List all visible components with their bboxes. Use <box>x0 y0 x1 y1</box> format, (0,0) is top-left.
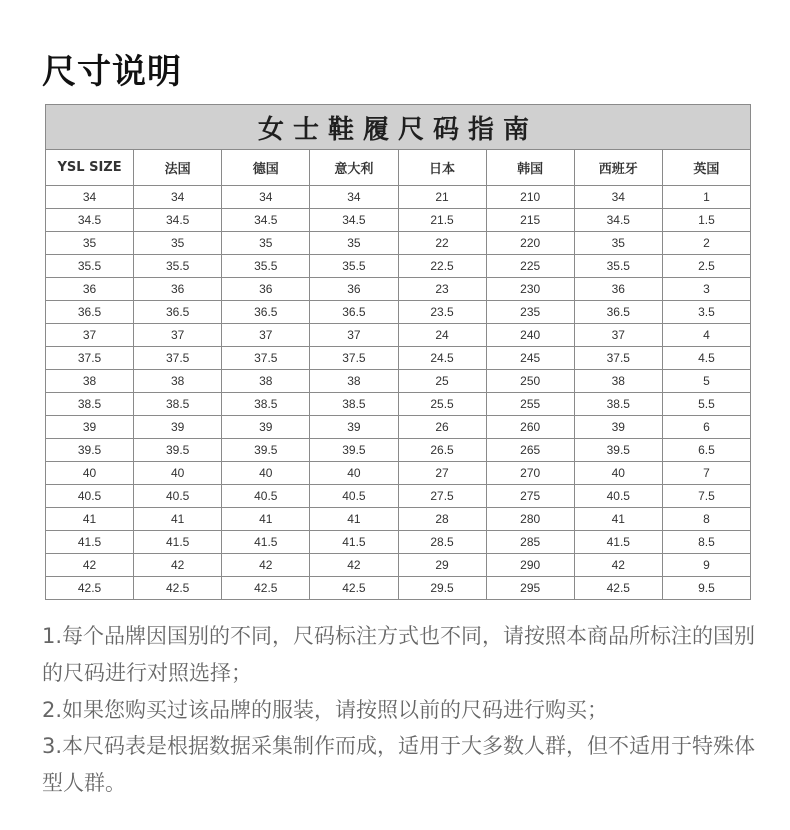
table-row <box>46 255 751 278</box>
table-cell: 37 <box>46 324 134 347</box>
column-header: 西班牙 <box>574 150 662 186</box>
table-cell: 24 <box>398 324 486 347</box>
table-cell: 38 <box>222 370 310 393</box>
table-cell: 36 <box>46 278 134 301</box>
table-cell: 34 <box>222 186 310 209</box>
table-cell: 39.5 <box>574 439 662 462</box>
table-cell: 4.5 <box>662 347 750 370</box>
table-cell: 28 <box>398 508 486 531</box>
table-cell: 3 <box>662 278 750 301</box>
table-cell: 38.5 <box>574 393 662 416</box>
table-cell: 39.5 <box>134 439 222 462</box>
table-cell: 38.5 <box>310 393 398 416</box>
table-cell: 34 <box>46 186 134 209</box>
table-cell: 40 <box>222 462 310 485</box>
table-row <box>46 301 751 324</box>
table-row <box>46 462 751 485</box>
table-cell: 8 <box>662 508 750 531</box>
table-row <box>46 324 751 347</box>
table-cell: 210 <box>486 186 574 209</box>
table-cell: 35 <box>222 232 310 255</box>
table-cell: 42 <box>46 554 134 577</box>
table-cell: 42.5 <box>574 577 662 600</box>
table-cell: 38.5 <box>134 393 222 416</box>
table-cell: 29 <box>398 554 486 577</box>
table-cell: 9 <box>662 554 750 577</box>
table-cell: 37 <box>574 324 662 347</box>
page-title: 尺寸说明 <box>42 52 182 92</box>
table-row <box>46 577 751 600</box>
table-cell: 275 <box>486 485 574 508</box>
table-cell: 37.5 <box>134 347 222 370</box>
table-cell: 255 <box>486 393 574 416</box>
note-item: 2.如果您购买过该品牌的服装，请按照以前的尺码进行购买； <box>42 697 609 722</box>
table-cell: 35.5 <box>46 255 134 278</box>
table-cell: 41 <box>46 508 134 531</box>
table-cell: 42.5 <box>134 577 222 600</box>
table-cell: 22.5 <box>398 255 486 278</box>
table-cell: 40 <box>134 462 222 485</box>
note-item: 3.本尺码表是根据数据采集制作而成，适用于大多数人群，但不适用于特殊体型人群。 <box>42 734 756 796</box>
table-row <box>46 393 751 416</box>
table-cell: 225 <box>486 255 574 278</box>
note-item: 1.每个品牌因国别的不同，尺码标注方式也不同，请按照本商品所标注的国别的尺码进行对照选择； <box>42 624 756 685</box>
table-caption-row <box>46 105 751 150</box>
table-caption: 女士鞋履尺码指南 <box>46 105 751 150</box>
table-cell: 2.5 <box>662 255 750 278</box>
table-cell: 37.5 <box>574 347 662 370</box>
table-cell: 41.5 <box>574 531 662 554</box>
table-cell: 42.5 <box>310 577 398 600</box>
table-cell: 41 <box>310 508 398 531</box>
table-cell: 42.5 <box>222 577 310 600</box>
table-cell: 260 <box>486 416 574 439</box>
table-row <box>46 531 751 554</box>
column-header: 韩国 <box>486 150 574 186</box>
table-cell: 39 <box>134 416 222 439</box>
table-cell: 26 <box>398 416 486 439</box>
table-cell: 38.5 <box>222 393 310 416</box>
table-cell: 34 <box>574 186 662 209</box>
table-cell: 36 <box>134 278 222 301</box>
table-cell: 23 <box>398 278 486 301</box>
table-cell: 34 <box>310 186 398 209</box>
table-cell: 40.5 <box>222 485 310 508</box>
table-cell: 41.5 <box>134 531 222 554</box>
table-cell: 36 <box>310 278 398 301</box>
table-cell: 37.5 <box>46 347 134 370</box>
table-cell: 245 <box>486 347 574 370</box>
table-cell: 35.5 <box>134 255 222 278</box>
table-cell: 41.5 <box>310 531 398 554</box>
table-cell: 215 <box>486 209 574 232</box>
table-cell: 240 <box>486 324 574 347</box>
table-row <box>46 370 751 393</box>
table-cell: 34.5 <box>134 209 222 232</box>
table-cell: 38 <box>310 370 398 393</box>
table-cell: 35.5 <box>574 255 662 278</box>
table-cell: 38 <box>46 370 134 393</box>
table-cell: 40 <box>310 462 398 485</box>
table-cell: 42 <box>574 554 662 577</box>
table-cell: 6.5 <box>662 439 750 462</box>
table-cell: 41.5 <box>222 531 310 554</box>
table-cell: 24.5 <box>398 347 486 370</box>
table-cell: 38 <box>574 370 662 393</box>
table-cell: 39 <box>222 416 310 439</box>
table-cell: 270 <box>486 462 574 485</box>
table-cell: 25.5 <box>398 393 486 416</box>
column-header: 英国 <box>662 150 750 186</box>
table-cell: 27 <box>398 462 486 485</box>
table-cell: 35 <box>574 232 662 255</box>
table-cell: 23.5 <box>398 301 486 324</box>
table-cell: 36.5 <box>574 301 662 324</box>
table-cell: 35 <box>46 232 134 255</box>
table-cell: 4 <box>662 324 750 347</box>
table-cell: 235 <box>486 301 574 324</box>
table-row <box>46 439 751 462</box>
table-cell: 36.5 <box>46 301 134 324</box>
table-cell: 21 <box>398 186 486 209</box>
table-cell: 39.5 <box>222 439 310 462</box>
table-cell: 40 <box>574 462 662 485</box>
table-cell: 6 <box>662 416 750 439</box>
table-cell: 2 <box>662 232 750 255</box>
table-cell: 1.5 <box>662 209 750 232</box>
table-cell: 39 <box>310 416 398 439</box>
table-row <box>46 554 751 577</box>
table-cell: 25 <box>398 370 486 393</box>
table-cell: 28.5 <box>398 531 486 554</box>
table-cell: 39 <box>46 416 134 439</box>
table-row <box>46 278 751 301</box>
table-cell: 38.5 <box>46 393 134 416</box>
table-cell: 36.5 <box>310 301 398 324</box>
table-cell: 36.5 <box>134 301 222 324</box>
table-header-row <box>46 150 751 186</box>
table-cell: 36 <box>222 278 310 301</box>
table-cell: 39.5 <box>46 439 134 462</box>
table-cell: 8.5 <box>662 531 750 554</box>
table-cell: 220 <box>486 232 574 255</box>
table-cell: 37.5 <box>310 347 398 370</box>
table-cell: 37 <box>222 324 310 347</box>
notes-section <box>42 618 757 802</box>
table-cell: 41 <box>134 508 222 531</box>
table-cell: 265 <box>486 439 574 462</box>
table-cell: 35.5 <box>310 255 398 278</box>
table-row <box>46 485 751 508</box>
table-cell: 29.5 <box>398 577 486 600</box>
table-cell: 230 <box>486 278 574 301</box>
table-cell: 39 <box>574 416 662 439</box>
table-cell: 34.5 <box>46 209 134 232</box>
table-cell: 7.5 <box>662 485 750 508</box>
table-cell: 42 <box>222 554 310 577</box>
table-cell: 3.5 <box>662 301 750 324</box>
column-header: 日本 <box>398 150 486 186</box>
table-cell: 36.5 <box>222 301 310 324</box>
table-cell: 35 <box>134 232 222 255</box>
table-cell: 41 <box>574 508 662 531</box>
size-guide-table <box>45 104 751 600</box>
table-cell: 285 <box>486 531 574 554</box>
table-cell: 39.5 <box>310 439 398 462</box>
table-cell: 40.5 <box>46 485 134 508</box>
table-cell: 34.5 <box>574 209 662 232</box>
table-cell: 34.5 <box>222 209 310 232</box>
table-row <box>46 232 751 255</box>
table-cell: 295 <box>486 577 574 600</box>
table-cell: 290 <box>486 554 574 577</box>
table-cell: 40.5 <box>310 485 398 508</box>
table-cell: 34.5 <box>310 209 398 232</box>
table-body <box>46 186 751 600</box>
table-cell: 37 <box>134 324 222 347</box>
table-cell: 5 <box>662 370 750 393</box>
table-cell: 36 <box>574 278 662 301</box>
table-cell: 27.5 <box>398 485 486 508</box>
table-cell: 40 <box>46 462 134 485</box>
table-cell: 40.5 <box>134 485 222 508</box>
table-cell: 34 <box>134 186 222 209</box>
table-cell: 9.5 <box>662 577 750 600</box>
table-row <box>46 347 751 370</box>
table-row <box>46 209 751 232</box>
column-header: 德国 <box>222 150 310 186</box>
table-cell: 41 <box>222 508 310 531</box>
table-cell: 40.5 <box>574 485 662 508</box>
table-row <box>46 508 751 531</box>
table-cell: 21.5 <box>398 209 486 232</box>
table-cell: 5.5 <box>662 393 750 416</box>
table-cell: 42 <box>134 554 222 577</box>
table-cell: 7 <box>662 462 750 485</box>
table-cell: 37.5 <box>222 347 310 370</box>
table-cell: 1 <box>662 186 750 209</box>
table-cell: 38 <box>134 370 222 393</box>
column-header: YSL SIZE <box>46 150 134 186</box>
table-cell: 37 <box>310 324 398 347</box>
table-cell: 280 <box>486 508 574 531</box>
table-cell: 35 <box>310 232 398 255</box>
table-cell: 41.5 <box>46 531 134 554</box>
table-row <box>46 186 751 209</box>
table-cell: 250 <box>486 370 574 393</box>
column-header: 法国 <box>134 150 222 186</box>
table-cell: 22 <box>398 232 486 255</box>
table-cell: 35.5 <box>222 255 310 278</box>
table-cell: 26.5 <box>398 439 486 462</box>
table-cell: 42.5 <box>46 577 134 600</box>
table-cell: 42 <box>310 554 398 577</box>
table-row <box>46 416 751 439</box>
column-header: 意大利 <box>310 150 398 186</box>
